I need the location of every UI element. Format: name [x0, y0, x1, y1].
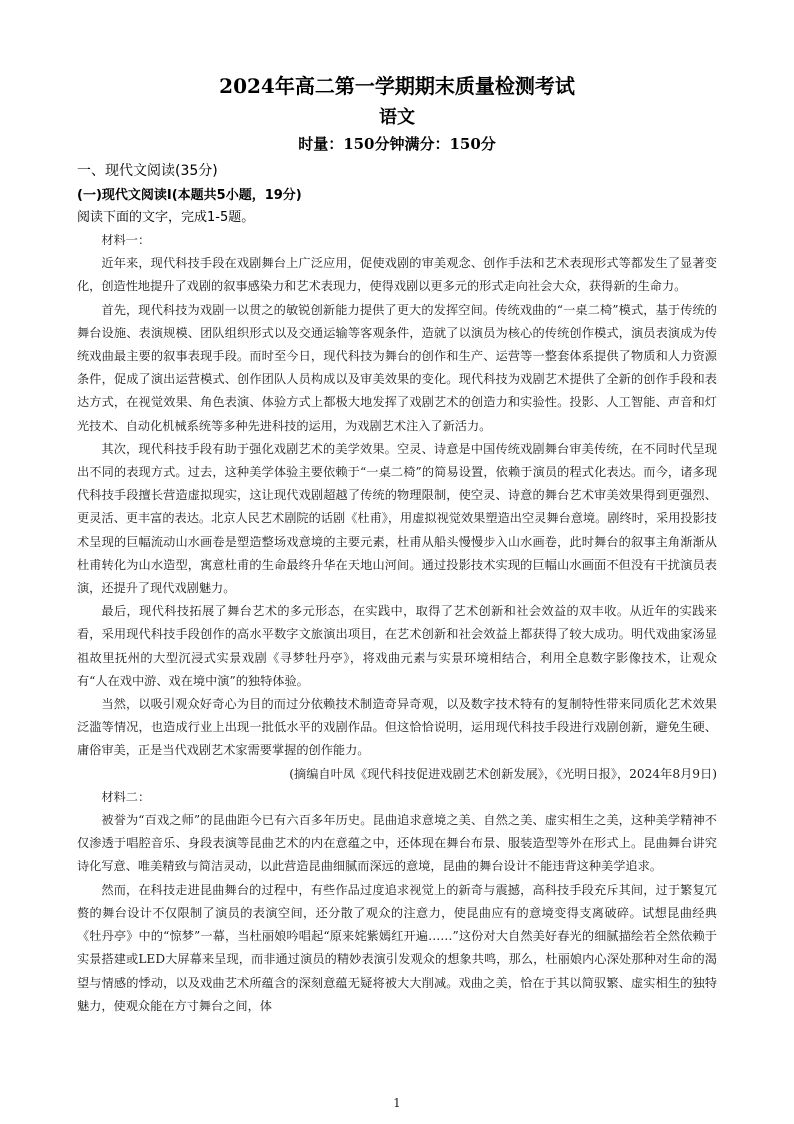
exam-title: 2024年高二第一学期期末质量检测考试 — [219, 74, 575, 98]
material-one — [77, 229, 717, 1018]
material-one-label: 材料一： — [101, 233, 151, 247]
material-two-label: 材料二： — [101, 789, 151, 804]
page-number: 1 — [393, 1096, 401, 1110]
material-one-source: (摘编自叶凤《现代科技促进戏剧艺术创新发展》，《光明日报》，2024年8月9日) — [289, 766, 717, 781]
material-two-paragraph: 然而，在科技走进昆曲舞台的过程中，有些作品过度追求视觉上的新奇与震撼，高科技手段充斥其间，过于繁复冗赘的舞台设计不仅限制了演员的表演空间，还分散了观众的注意力，使昆曲应有的意境变得支离破碎。试想昆曲经典《牡丹亭》中的“惊梦”一幕，当杜丽娘吟唱起“原来姹紫嫣红开遍……”这份对大自然美好春光的细腻描绘若全然依赖于实景搭建或LED大屏幕来呈现，而非通过演员的精妙表演引发观众的想象共鸣，那么，杜丽娘内心深处那种对生命的渴望与情感的悸动，以及戏曲艺术所蕴含的深刻意蕴无疑将被大大削减。戏曲之美，恰在于其以简驭繁、虚实相生的独特魅力，使观众能在方寸舞台之间，体 — [77, 882, 717, 1013]
material-one-paragraph: 最后，现代科技拓展了舞台艺术的多元形态，在实践中，取得了艺术创新和社会效益的双丰收。从近年的实践来看，采用现代科技手段创作的高水平数字文旅演出项目，在艺术创新和社会效益上都获得了较大成功。明代戏曲家汤显祖故里抚州的大型沉浸式实景戏剧《寻梦牡丹亭》，将戏曲元素与实景环境相结合，利用全息数字影像技术，让观众有“人在戏中游、戏在境中演”的独特体验。 — [77, 604, 717, 688]
material-two-paragraph: 被誉为“百戏之师”的昆曲距今已有六百多年历史。昆曲追求意境之美、自然之美、虚实相生之美，这种美学精神不仅渗透于唱腔音乐、身段表演等昆曲艺术的内在意蕴之中，还体现在舞台布景、服装造型等外在形式上。昆曲舞台讲究诗化写意、唯美精致与简洁灵动，以此营造昆曲细腻而深远的意境，昆曲的舞台设计不能违背这种美学追求。 — [77, 813, 717, 874]
material-one-paragraph: 其次，现代科技手段有助于强化戏剧艺术的美学效果。空灵、诗意是中国传统戏剧舞台审美传统，在不同时代呈现出不同的表现方式。过去，这种美学体验主要依赖于“一桌二椅”的简易设置，依赖于演员的程式化表达。而今，诸多现代科技手段擅长营造虚拟现实，这让现代戏剧超越了传统的物理限制，使空灵、诗意的舞台艺术审美效果得到更强烈、更灵活、更丰富的表达。北京人民艺术剧院的话剧《杜甫》，用虚拟视觉效果塑造出空灵舞台意境。剧终时，采用投影技术呈现的巨幅流动山水画卷是塑造整场戏意境的主要元素，杜甫从船头慢慢步入山水画卷，此时舞台的叙事主角渐渐从杜甫转化为山水造型，寓意杜甫的生命最终升华在天地山河间。通过投影技术实现的巨幅山水画面不但没有干扰演员表演，还提升了现代戏剧魅力。 — [77, 441, 717, 596]
material-one-paragraph: 近年来，现代科技手段在戏剧舞台上广泛应用，促使戏剧的审美观念、创作手法和艺术表现形式等都发生了显著变化，创造性地提升了戏剧的叙事感染力和艺术表现力，使得戏剧以更多元的形式走向社会大众，获得新的生命力。 — [77, 256, 717, 294]
section-heading: 一、现代文阅读(35分) — [77, 163, 218, 179]
material-one-paragraph: 当然，以吸引观众好奇心为目的而过分依赖技术制造奇异奇观，以及数字技术特有的复制特性带来同质化艺术效果泛滥等情况，也造成行业上出现一批低水平的戏剧作品。但这恰恰说明，运用现代科技手段进行戏剧创新，避免生硬、庸俗审美，正是当代戏剧艺术家需要掌握的创作能力。 — [77, 697, 717, 758]
reading-instruction: 阅读下面的文字，完成1-5题。 — [77, 210, 255, 225]
section-subheading: (一)现代文阅读Ⅰ(本题共5小题，19分) — [77, 188, 302, 203]
material-one-paragraph: 首先，现代科技为戏剧一以贯之的敏锐创新能力提供了更大的发挥空间。传统戏曲的“一桌二椅”模式，基于传统的舞台设施、表演规模、团队组织形式以及交通运输等客观条件，造就了以演员为核心的传统创作模式，演员表演成为传统戏曲最主要的叙事表现手段。而时至今日，现代科技为舞台的创作和生产、运营等一整套体系提供了物质和人力资源条件，促成了演出运营模式、创作团队人员构成以及审美效果的变化。现代科技为戏剧艺术提供了全新的创作手段和表达方式，在视觉效果、角色表演、体验方式上都极大地发挥了戏剧艺术的创造力和实验性。投影、人工智能、声音和灯光技术、自动化机械系统等多种先进科技的运用，为戏剧艺术注入了新活力。 — [77, 302, 717, 433]
subject-title: 语文 — [379, 107, 415, 128]
time-score-line: 时量：150分钟满分：150分 — [298, 135, 496, 153]
